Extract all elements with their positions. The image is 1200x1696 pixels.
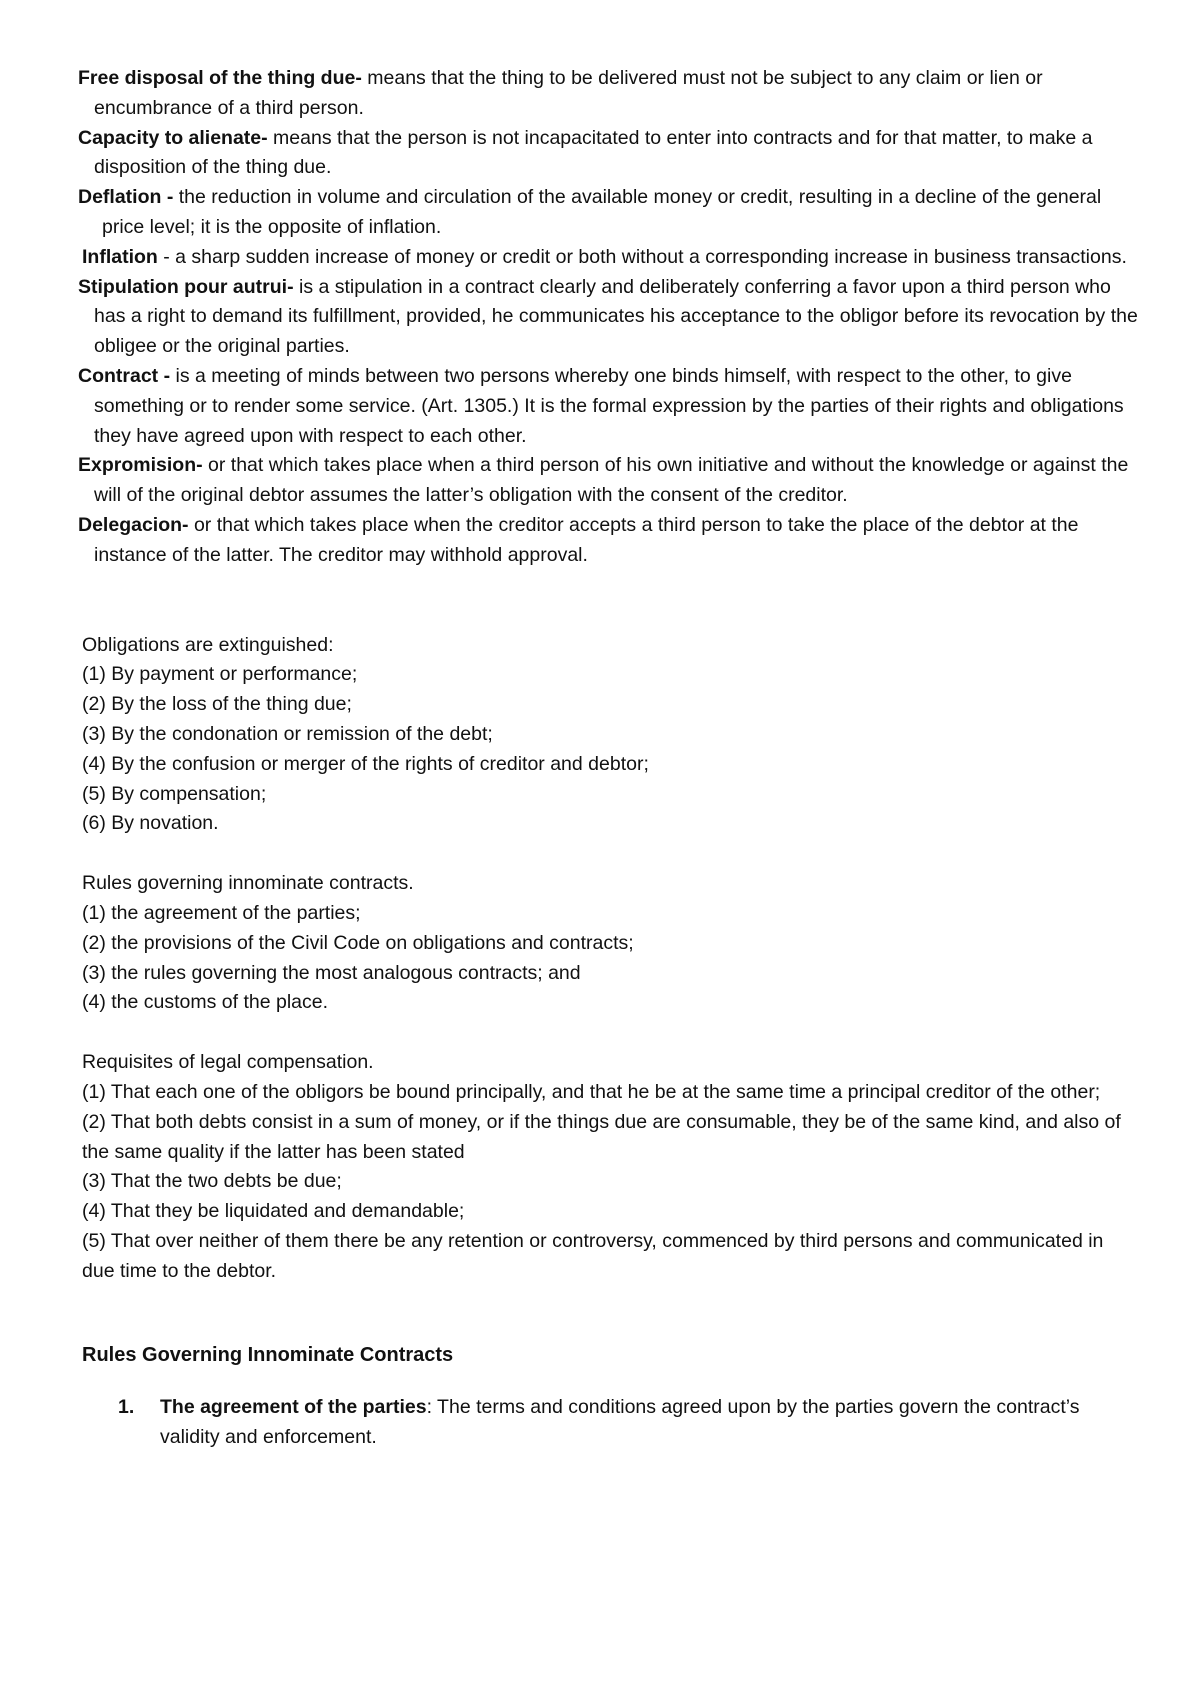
- list-item: (3) By the condonation or remission of the debt;: [82, 722, 493, 745]
- definition-capacity-to-alienate: [78, 124, 1138, 184]
- definitions-section: [78, 64, 1138, 571]
- definition-term: Delegacion-: [78, 513, 189, 536]
- definition-text: or that which takes place when a third person of his own initiative and without the knowledge or against the will of the original debtor assumes the latter’s obligation with the consent of the creditor.: [94, 454, 1129, 507]
- definition-term: Stipulation pour autrui-: [78, 275, 294, 298]
- list-item: (3) the rules governing the most analogous contracts; and: [82, 961, 581, 984]
- innominate-title: Rules governing innominate contracts.: [82, 872, 414, 895]
- list-item: (6) By novation.: [82, 812, 219, 835]
- definition-term: Inflation: [82, 245, 158, 268]
- list-item: (1) the agreement of the parties;: [82, 901, 361, 924]
- rules-section: [82, 1341, 1138, 1452]
- innominate-section: [82, 869, 1138, 1018]
- definition-term: Capacity to alienate-: [78, 126, 268, 149]
- list-item: (1) By payment or performance;: [82, 663, 358, 686]
- list-item: (2) By the loss of the thing due;: [82, 693, 352, 716]
- definition-inflation: [82, 243, 1138, 273]
- definition-contract: [78, 362, 1138, 451]
- definition-text: or that which takes place when the creditor accepts a third person to take the place of the debtor at the instance of the latter. The creditor may withhold approval.: [94, 513, 1079, 566]
- definition-deflation: [78, 183, 1138, 243]
- definition-expromision: [78, 451, 1138, 511]
- list-item: (5) That over neither of them there be any retention or controversy, commenced by third persons and communicated in due time to the debtor.: [82, 1229, 1104, 1282]
- list-item: (5) By compensation;: [82, 782, 267, 805]
- definition-term: Expromision-: [78, 454, 203, 477]
- compensation-section: [82, 1048, 1138, 1286]
- list-item-text: : The terms and conditions agreed upon by the parties govern the contract’s validity and enforcement.: [160, 1396, 1080, 1449]
- definition-text: means that the person is not incapacitated to enter into contracts and for that matter, to make a disposition of the thing due.: [94, 126, 1093, 179]
- list-item: (4) That they be liquidated and demandable;: [82, 1200, 465, 1223]
- definition-term: Free disposal of the thing due-: [78, 67, 362, 89]
- numbered-list-item: [82, 1393, 1138, 1453]
- definition-free-disposal: [78, 64, 1138, 124]
- document-content: [78, 64, 1138, 1453]
- definition-term: Contract -: [78, 364, 171, 387]
- definition-stipulation-pour-autrui: [78, 273, 1138, 362]
- definition-term: Deflation -: [78, 186, 174, 209]
- list-item: (1) That each one of the obligors be bound principally, and that he be at the same time a principal creditor of the other;: [82, 1080, 1101, 1103]
- definition-text: is a stipulation in a contract clearly and deliberately conferring a favor upon a third person who has a right to demand its fulfillment, provided, he communicates his acceptance to the obligor before its revocation by the obligee or the original parties.: [94, 275, 1138, 358]
- section-heading: Rules Governing Innominate Contracts: [82, 1344, 454, 1367]
- definition-text: - a sharp sudden increase of money or credit or both without a corresponding increase in business transactions.: [157, 245, 1127, 268]
- list-item-term: The agreement of the parties: [160, 1396, 427, 1419]
- list-item: (4) By the confusion or merger of the rights of creditor and debtor;: [82, 752, 649, 775]
- list-number: 1.: [118, 1396, 135, 1419]
- definition-text: the reduction in volume and circulation of the available money or credit, resulting in a decline of the general price level; it is the opposite of inflation.: [102, 186, 1102, 238]
- definition-text: is a meeting of minds between two persons whereby one binds himself, with respect to the other, to give something or to render some service. (Art. 1305.) It is the formal expression by the parties of their rights and obligations they have agreed upon with respect to each other.: [94, 364, 1124, 447]
- definition-delegacion: [78, 511, 1138, 571]
- list-item: (4) the customs of the place.: [82, 991, 329, 1014]
- extinguished-title: Obligations are extinguished:: [82, 633, 334, 656]
- extinguished-section: [82, 631, 1138, 840]
- compensation-title: Requisites of legal compensation.: [82, 1051, 374, 1074]
- list-item: (3) That the two debts be due;: [82, 1170, 342, 1193]
- list-item: (2) the provisions of the Civil Code on obligations and contracts;: [82, 931, 634, 954]
- definition-text: means that the thing to be delivered must not be subject to any claim or lien or encumbrance of a third person.: [94, 67, 1043, 119]
- list-item: (2) That both debts consist in a sum of money, or if the things due are consumable, they be of the same kind, and also of the same quality if the latter has been stated: [82, 1110, 1121, 1163]
